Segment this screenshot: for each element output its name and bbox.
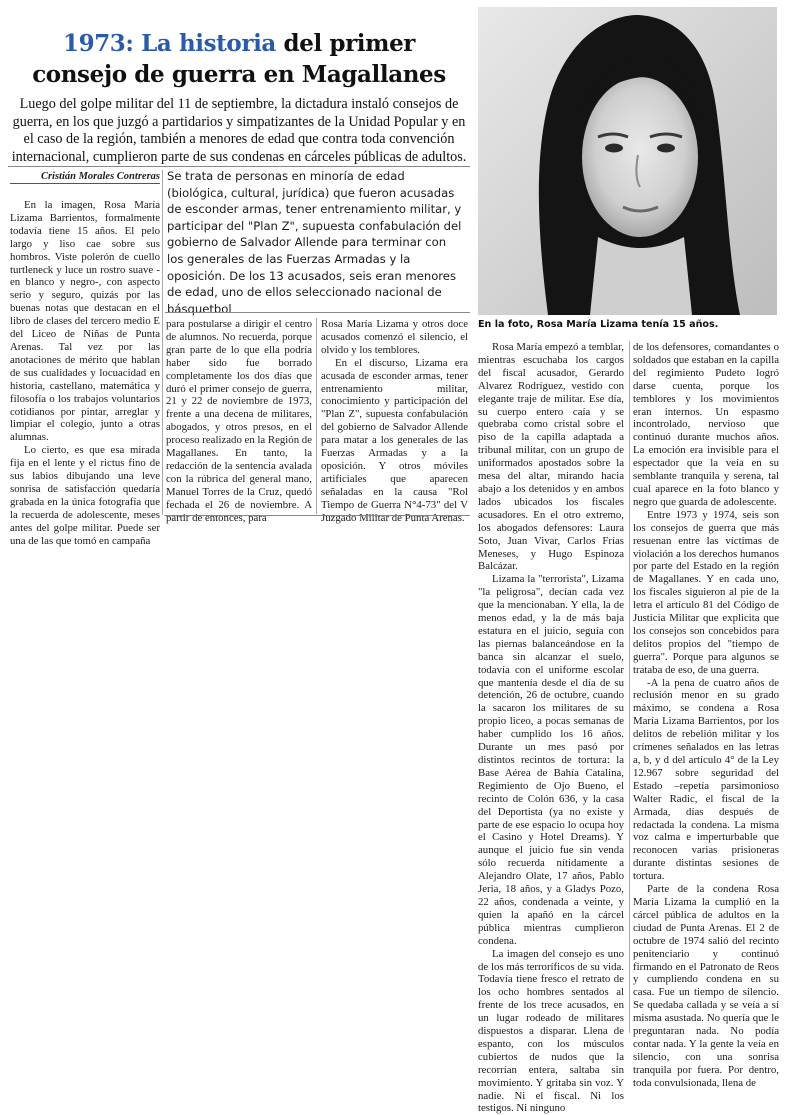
column-2 [166, 318, 312, 525]
deck-subtitle: Luego del golpe militar del 11 de septiembre, la dictadura instaló consejos de guerra, en los que juzgó a partidarios y simpatizantes de la Unidad Popular y en el caso de la región, también a menores de edad que contra toda convención internacional, cumplieron parte de sus condenas en cárceles públicas de adultos. [11, 96, 467, 165]
column-divider [162, 170, 163, 515]
column-divider [316, 318, 317, 514]
headline-highlight: 1973: La historia [62, 30, 276, 57]
photo-caption: En la foto, Rosa María Lizama tenía 15 años. [478, 319, 719, 330]
paragraph: de los defensores, comandantes o soldados que estaban en la capilla del regimiento Pudeto logró darse cuenta, porque los temblores y los movimientos eran internos. Un espasmo incontrolado, nervioso que continuó durante muchos años. La emoción era invisible para el espectador que la veía en su semblante tranquila y serena, tal cual aparece en la foto blanco y negro que guarda de adolescente. [633, 341, 780, 508]
bottom-rule [164, 515, 470, 516]
paragraph: Rosa María Lizama y otros doce acusados comenzó el silencio, el olvido y los temblores. [321, 318, 468, 356]
byline: Cristián Morales Contreras [10, 171, 160, 184]
headline-rest: del primer [275, 30, 416, 57]
pull-quote-rule [165, 312, 470, 313]
paragraph: Lizama la "terrorista", Lizama "la peligrosa", decían cada vez que la mencionaban. Y ella, la de menos edad, y la de más baja estatura en el juicio, seguía con las piernas balanceándose en la banca sin alcanzar el suelo, todavía con el uniforme escolar que mantenía desde el día de su detención, 26 de octubre, cuando la sacaron los militares de su propio liceo, a pocas semanas de haber cumplido los 16 años. Durante un mes pasó por distintos recintos de tortura: la Base Aérea de Bahía Catalina, Regimiento de Ojo Bueno, el recinto de Colón 636, y la casa del Deportista (ya no existe y parte de ese espacio lo ocupa hoy el Casino y Hotel Dreams). Y aunque el juicio fue sin venda sólo recuerda nítidamente a Alejandro Olate, 17 años, Pablo Jeria, 18 años, y a Gladys Pozo, 22 años, condenada a veinte, y quien la apañó en la cárcel pública mientras cumplieron condena. [478, 573, 624, 947]
paragraph: Entre 1973 y 1974, seis son los consejos de guerra que más resuenan entre las víctimas de violación a los derechos humanos por parte del Estado en la región de Magallanes. Y en cada uno, los fiscales siguieron al pie de la letra el artículo 81 del Código de Justicia Militar que explicita que los consejos son concebidos para delitos propios del "tiempo de guerra". Porque para algunos se trataba de eso, de una guerra. [633, 508, 779, 676]
portrait-photo [478, 7, 777, 315]
deck-rule [8, 166, 470, 167]
paragraph: Rosa María empezó a temblar, mientras escuchaba los cargos del fiscal acusador, Gerardo Alvarez Rodríguez, vestido con elegante traje de militar. Ese día, su cuerpo entero caía y se quebraba como cristal sobre el piso de la capilla adaptada a tribunal militar, con un grupo de uniformados apostados sobre la mesa del altar, mirando hacia abajo a los detenidos y en ambos lados ubicados los fiscales acusadores. En el otro extremo, los abogados defensores: Laura Soto, Juan Vivar, Carlos Frías Meneses, y Hugo Espinoza Balcázar. [478, 341, 624, 573]
column-5 [633, 341, 779, 1090]
portrait-image [478, 7, 777, 315]
paragraph: Lo cierto, es que esa mirada fija en el lente y el rictus fino de sus labios dibujando una leve sonrisa de satisfacción quedaría grabada en la única fotografía que la recuerda de adolescente, meses antes del golpe militar. Puede ser una de las que tomó en campaña [10, 444, 160, 547]
column-3 [321, 318, 468, 525]
column-divider [629, 341, 630, 1033]
column-4 [478, 341, 624, 1115]
paragraph: -A la pena de cuatro años de reclusión menor en su grado máximo, se condena a Rosa María Lizama Barrientos, por los delitos de rebelión militar y los crímenes señalados en las letras a, b, y d del artículo 4° de la Ley 12.967 sobre seguridad del Estado –repetía parsimonioso Walter Radic, el fiscal de la Armada, días después de redactada la condena. La misma voz calma e imperturbable que reconocen varias prisioneras durante distintas sesiones de tortura. [633, 676, 779, 883]
headline-line-1 [8, 28, 470, 59]
column-1 [10, 199, 160, 547]
paragraph: En la imagen, Rosa María Lizama Barrientos, formalmente todavía tiene 15 años. El pelo largo y liso cae sobre sus hombros. Viste polerón de cuello turtleneck y luce un rostro suave -en blanco y negro-, con aspecto serio y seguro, quizás por las buenas notas que destacan en el libro de clases del tercero medio E del Liceo de Niñas de Punta Arenas. Tal vez por las anotaciones de mérito que hablan de sus cualidades y locuacidad en historia, castellano, matemática y filosofía o los trabajos voluntarios cotidianos por pintar, arreglar y limpiar el colegio, junto a otras alumnas. [10, 199, 160, 444]
headline-line-2: consejo de guerra en Magallanes [32, 61, 446, 88]
paragraph: La imagen del consejo es uno de los más terroríficos de su vida. Todavía tiene fresco el retrato de los ocho hombres sentados al frente de los trece acusados, en un lugar rodeado de militares dispuestos a disparar. Llena de espanto, con los músculos cubiertos de nudos que la recorrían entera, saltaba sin movimiento. Y gritaba sin voz. Y nadie. Ni el fiscal. Ni los testigos. Ni ninguno [478, 947, 624, 1115]
paragraph: para postularse a dirigir el centro de alumnos. No recuerda, porque gran parte de lo que ella podría haber sido fue borrado completamente los dos días que duró el primer consejo de guerra, 21 y 22 de noviembre de 1973, frente a una decena de militares, abogados, y otros presos, en el proceso realizado en la Región de Magallanes. En tanto, la redacción de la sentencia avalada con la rúbrica del general mano, Manuel Torres de la Cruz, quedó fechada el 26 de noviembre. A partir de entonces, para [166, 318, 312, 524]
headline [8, 28, 470, 90]
paragraph: En el discurso, Lizama era acusada de esconder armas, tener entrenamiento militar, conocimiento y participación del "Plan Z", supuesta confabulación del gobierno de Salvador Allende para matar a los generales de las Fuerzas Armadas y a la oposición. Y otros móviles artificiales que aparecen señaladas en la causa "Rol Tiempo de Guerra N°4-73" del V Juzgado Militar de Punta Arenas. [321, 356, 468, 524]
pull-quote: Se trata de personas en minoría de edad (biológica, cultural, jurídica) que fueron acusadas de esconder armas, tener entrenamiento militar, y participar del "Plan Z", supuesta confabulación del gobierno de Salvador Allende para terminar con los generales de las Fuerzas Armadas y la oposición. De los 13 acusados, seis eran menores de edad, uno de ellos seleccionado nacional de básquetbol [167, 169, 462, 316]
paragraph: Parte de la condena Rosa María Lizama la cumplió en la cárcel pública de adultos en la ciudad de Punta Arenas. El 2 de octubre de 1974 salió del recinto penitenciario y continuó firmando en el Patronato de Reos y cumpliendo condena en su casa. Fue un tiempo de silencio. Se quedaba callada y se veía a sí misma asustada. No quería que le preguntaran nada. No podía contar nada. Y la gente la veía en silencio, con una sonrisa tranquila por fuera. Por dentro, toda convulsionada, llena de [633, 883, 779, 1089]
